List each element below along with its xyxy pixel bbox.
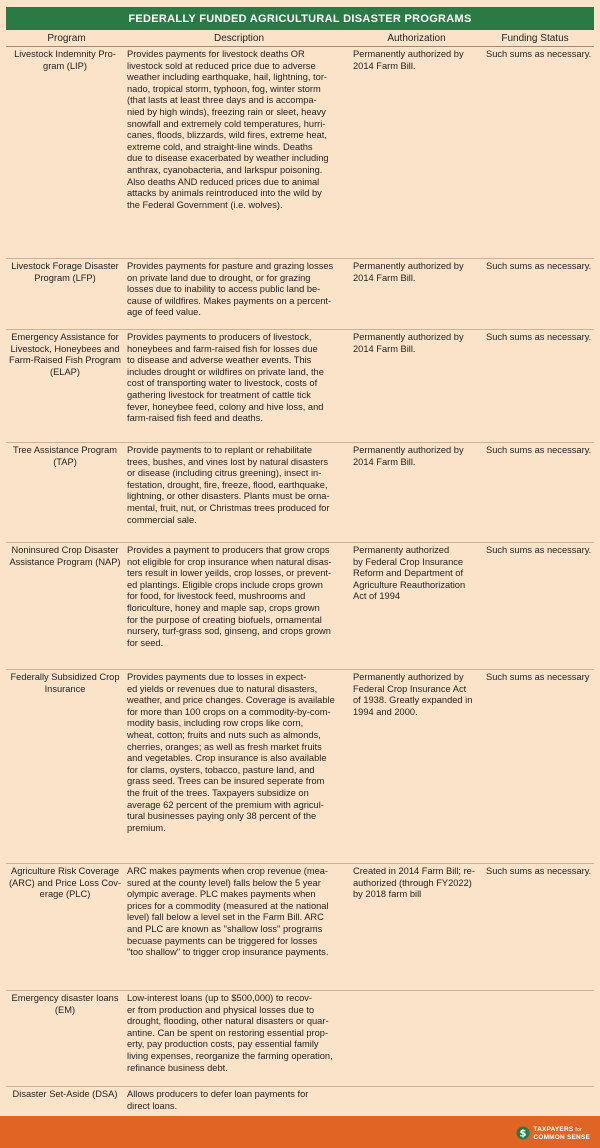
table-row (6, 259, 594, 330)
program-funding: Such sums as necessary. (486, 49, 592, 59)
program-name: Emergency disaster loans (EM) (11, 993, 119, 1015)
program-authorization (351, 1089, 482, 1116)
program-name: Noninsured Crop Disaster Assistance Program (NAP) (9, 545, 121, 567)
program-funding (482, 1089, 588, 1116)
program-authorization: Permanently authorized by 2014 Farm Bill. (353, 49, 464, 71)
program-authorization: Created in 2014 Farm Bill; re- authorized (through FY2022) by 2018 farm bill (353, 866, 475, 900)
program-description: Provides payments for livestock deaths OR livestock sold at reduced price due to adverse weather including earthquake, hail, lightning, tor- nado, tropical storm, typhoon, fog, winter storm (that lasts at least three days and is accompa- nied by high winds), freezing rain or sleet, heavy snowfall and extremely cold temperatures, hurri- canes, floods, blizzards, wild fires, extreme heat, extreme cold, and straight-line winds. Deaths due to disease exacerbated by weather including anthrax, cyanobacteria, and larkspur poisoning. Also deaths AND reduced prices due to animal attacks by animals reintroduced into the wild by the Federal Government (i.e. wolves). (127, 49, 329, 210)
program-name: Disaster Set-Aside (DSA) (12, 1089, 118, 1099)
logo-line-2: COMMON SENSE (533, 1133, 590, 1141)
table-row (6, 864, 594, 991)
table-row (6, 47, 594, 259)
program-authorization: Permanently authorized by 2014 Farm Bill. (353, 261, 464, 283)
program-name: Federally Subsidized Crop Insurance (10, 672, 120, 694)
table-row (6, 543, 594, 670)
program-authorization (351, 993, 482, 1086)
programs-table (6, 32, 594, 1116)
column-header-description: Description (213, 33, 265, 44)
program-name: Agriculture Risk Coverage (ARC) and Price Loss Cov- erage (PLC) (8, 866, 122, 900)
program-funding: Such sums as necessary. (486, 545, 592, 555)
program-description: Provides payments for pasture and grazing losses on private land due to drought, or for grazing losses due to inability to access public land be- cause of wildfires. Makes payments on a percent- age of feed value. (127, 261, 334, 318)
program-authorization: Permanently authorized by 2014 Farm Bill. (353, 445, 464, 467)
footer-bar (0, 1116, 600, 1148)
dollar-leaf-icon (516, 1124, 530, 1142)
program-description: ARC makes payments when crop revenue (mea- sured at the county level) falls below the 5 year olympic average. PLC makes payments when prices for a commodity (measured at the national level) fall below a level set in the Farm Bill. ARC and PLC are known as "shallow loss" programs becuase payments can be triggered for losses "too shallow" to trigger crop insurance payments. (127, 866, 329, 958)
table-row (6, 443, 594, 543)
column-header-authorization: Authorization (387, 33, 446, 44)
program-funding: Such sums as necessary. (486, 261, 592, 271)
program-funding (482, 993, 588, 1086)
column-header-funding: Funding Status (501, 33, 569, 44)
program-name: Livestock Forage Disaster Program (LFP) (11, 261, 119, 283)
program-authorization: Permanenty authorized by Federal Crop Insurance Reform and Department of Agriculture Reauthorization Act of 1994 (353, 545, 466, 602)
program-description: Provides a payment to producers that grow crops not eligible for crop insurance when natural disas- ters result in lower yeilds, crop losses, or prevent- ed plantings. Eligible crops include crops grown for food, for livestock feed, mushrooms and floriculture, honey and maple sap, crops grown for the purpose of creating biofuels, ornamental nursery, turf-grass sod, ginseng, and crops grown for seed. (127, 545, 332, 648)
program-funding: Such sums as necessary. (486, 445, 592, 455)
table-row (6, 991, 594, 1087)
program-description: Low-interest loans (up to $500,000) to recov- er from production and physical losses due to drought, flooding, other natural disasters or quar- antine. Can be spent on restoring essential prop- erty, pay production costs, pay essential family living expenses, reorganize the farming operation, refinance business debt. (127, 993, 333, 1073)
program-description: Provides payments to producers of livestock, honeybees and farm-raised fish for losses due to disease and adverse weather events. This includes drought or wildfires on private land, the cost of transporting water to livestock, costs of gathering livestock for treatment of cattle tick fever, honeybee feed, colony and hive loss, and farm-raised fish feed and deaths. (127, 332, 324, 424)
page-title: FEDERALLY FUNDED AGRICULTURAL DISASTER PROGRAMS (128, 12, 472, 25)
logo-text (533, 1126, 590, 1141)
taxpayers-logo (516, 1124, 590, 1142)
program-name: Tree Assistance Program (TAP) (12, 445, 118, 467)
program-description: Allows producers to defer loan payments for direct loans. (127, 1089, 309, 1111)
program-name: Livestock Indemnity Pro- gram (LIP) (14, 49, 116, 71)
table-body (6, 47, 594, 1116)
program-authorization: Permanently authorized by 2014 Farm Bill. (353, 332, 464, 354)
program-funding: Such sums as necessary (486, 672, 590, 682)
table-header (6, 32, 594, 47)
program-description: Provide payments to to replant or rehabilitate trees, bushes, and vines lost by natural disasters or disease (including citrus greening), insect in- festation, drought, fire, freeze, flood, earthquake, lightning, or other disasters. Plants must be orna- mental, fruit, nut, or Christmas trees produced for commercial sale. (127, 445, 330, 525)
table-row (6, 330, 594, 443)
logo-line-1: TAXPAYERS (533, 1125, 574, 1133)
table-row (6, 1087, 594, 1116)
column-header-program: Program (47, 33, 86, 44)
page-title-bar (6, 7, 594, 30)
program-funding: Such sums as necessary. (486, 866, 592, 876)
svg-text:$: $ (519, 1128, 527, 1140)
program-authorization: Permanently authorized by Federal Crop Insurance Act of 1938. Greatly expanded in 1994 and 2000. (353, 672, 473, 717)
table-row (6, 670, 594, 864)
program-description: Provides payments due to losses in expect- ed yields or revenues due to natural disasters, weather, and price changes. Coverage is available for more than 100 crops on a commodity-by-com- modity basis, including row crops like corn, wheat, cotton; fruits and nuts such as almonds, cherries, oranges; as well as fresh market fruits and vegetables. Crop insurance is also available for clams, oysters, tobacco, pasture land, and grass seed. Trees can be insured seperate from the fruit of the trees. Taxpayers subsidize on average 62 percent of the premium with agricul- tural businesses paying only 38 percent of the premium. (127, 672, 335, 833)
program-name: Emergency Assistance for Livestock, Honeybees and Farm-Raised Fish Program (ELAP) (8, 332, 122, 377)
logo-line-1-small: for (575, 1126, 582, 1133)
program-funding: Such sums as necessary. (486, 332, 592, 342)
